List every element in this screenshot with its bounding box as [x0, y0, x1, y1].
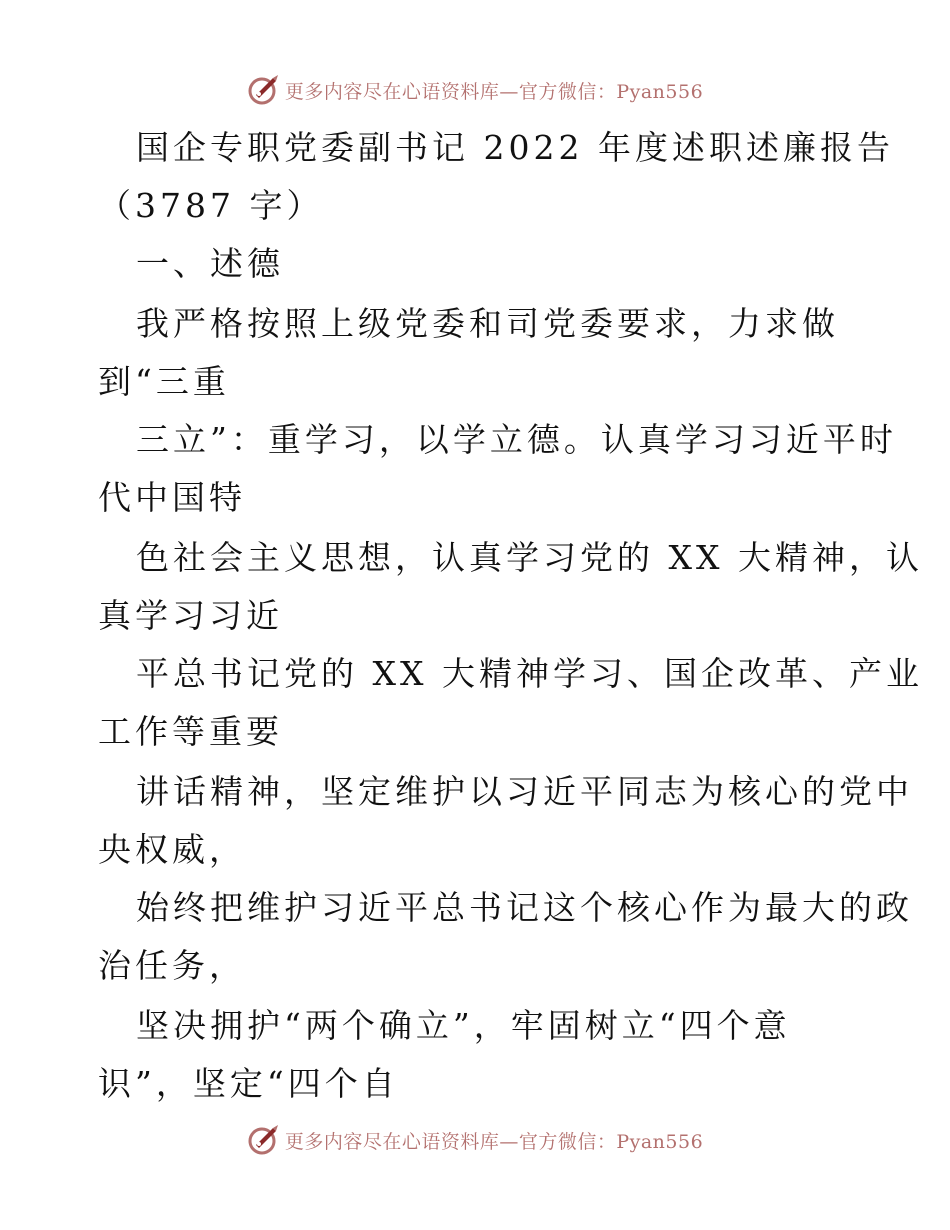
watermark-text — [285, 1127, 703, 1154]
paragraph-line: 央权威， — [98, 830, 246, 869]
paragraph-line: 代中国特 — [98, 478, 246, 517]
watermark-brand: 更多内容尽在心语资料库 — [284, 1130, 500, 1153]
document-title: 国企专职党委副书记 2022 年度述职述廉报告 — [136, 128, 894, 167]
watermark-contact: 官方微信：Pyan556 — [518, 1130, 704, 1153]
paragraph-line: 平总书记党的 XX 大精神学习、国企改革、产业 — [136, 654, 923, 693]
paragraph-line: 工作等重要 — [98, 712, 283, 751]
watermark-separator: — — [499, 80, 519, 103]
section-heading: 一、述德 — [136, 244, 284, 283]
paragraph-line: 色社会主义思想，认真学习党的 XX 大精神，认 — [136, 538, 923, 577]
paragraph-line: 我严格按照上级党委和司党委要求，力求做 — [136, 304, 839, 343]
watermark-separator: — — [499, 1130, 519, 1153]
quill-pen-logo-icon — [247, 73, 281, 107]
watermark-contact: 官方微信：Pyan556 — [518, 80, 704, 103]
paragraph-line: 坚决拥护“两个确立”，牢固树立“四个意 — [136, 1006, 791, 1045]
watermark-text — [285, 77, 703, 104]
document-subtitle: （3787 字） — [98, 186, 324, 225]
paragraph-line: 始终把维护习近平总书记这个核心作为最大的政 — [136, 888, 913, 927]
watermark-brand: 更多内容尽在心语资料库 — [284, 80, 500, 103]
paragraph-line: 三立”：重学习，以学立德。认真学习习近平时 — [136, 420, 897, 459]
paragraph-line: 治任务， — [98, 946, 246, 985]
quill-pen-logo-icon — [247, 1123, 281, 1157]
paragraph-line: 真学习习近 — [98, 596, 283, 635]
paragraph-line: 识”，坚定“四个自 — [98, 1064, 399, 1103]
header-watermark — [0, 70, 950, 110]
paragraph-line: 讲话精神，坚定维护以习近平同志为核心的党中 — [136, 772, 913, 811]
paragraph-line: 到“三重 — [98, 362, 230, 401]
footer-watermark — [0, 1120, 950, 1160]
